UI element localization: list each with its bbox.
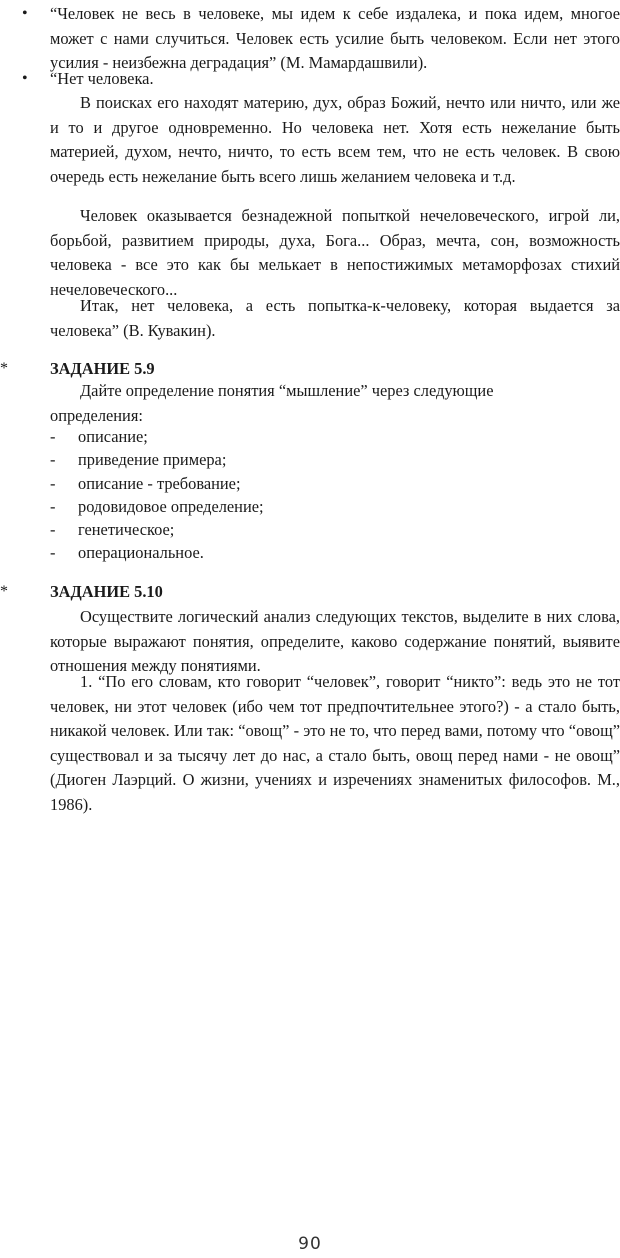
page-number: 90 xyxy=(298,1234,322,1254)
task-5-10-title: ЗАДАНИЕ 5.10 xyxy=(50,582,163,601)
quote-mamardashvili: “Человек не весь в человеке, мы идем к себе издалека, и пока идем, многое может с нами случиться. Человек есть усилие быть человеком. Если нет этого усилия - неизбежна деградация” (М. Мамардашвили). xyxy=(50,4,620,72)
definition-item-text: описание; xyxy=(78,427,148,446)
dash-mark: - xyxy=(50,427,56,446)
quote-kuvakin-paragraph-2: Человек оказывается безнадежной попыткой нечеловеческого, игрой ли, борьбой, развитием природы, духа, Бога... Образ, мечта, сон, возможность человека - все это как бы мелькает в непостижимых метаморфозах стихий нечеловеческого... xyxy=(50,206,620,299)
task-star-mark: * xyxy=(0,583,8,600)
bullet-mark: • xyxy=(22,5,28,22)
dash-mark: - xyxy=(50,520,56,539)
dash-mark: - xyxy=(50,497,56,516)
dash-mark: - xyxy=(50,543,56,562)
definition-item-text: родовидовое определение; xyxy=(78,497,264,516)
definition-item-text: приведение примера; xyxy=(78,450,227,469)
task-star-mark: * xyxy=(0,360,8,377)
definition-item-text: описание - требование; xyxy=(78,474,241,493)
task-5-10-intro: Осуществите логический анализ следующих текстов, выделите в них слова, которые выражают понятия, определите, каково содержание понятий, выявите отношения между понятиями. xyxy=(50,607,620,675)
definition-item-text: генетическое; xyxy=(78,520,175,539)
dash-mark: - xyxy=(50,450,56,469)
task-5-9-title: ЗАДАНИЕ 5.9 xyxy=(50,359,155,378)
task-5-9-intro: Дайте определение понятия “мышление” через следующие определения: xyxy=(50,381,494,425)
definition-item-text: операциональное. xyxy=(78,543,204,562)
dash-mark: - xyxy=(50,474,56,493)
task-5-10-text-1: 1. “По его словам, кто говорит “человек”, говорит “никто”: ведь это не тот человек, ни этот человек (ибо чем тот предпочтительнее этого?) - а стало быть, никакой человек. Или так: “овощ” - это не то, что перед вами, потому что “овощ” существовал и за тысячу лет до нас, а стало быть, овощ перед нами - не овощ” (Диоген Лаэрций. О жизни, учениях и изречениях знаменитых философов. М., 1986). xyxy=(50,672,620,814)
quote-kuvakin-paragraph-3: Итак, нет человека, а есть попытка-к-человеку, которая выдается за человека” (В. Кувакин). xyxy=(50,296,620,340)
quote-kuvakin-head: “Нет человека. xyxy=(50,69,154,88)
bullet-mark: • xyxy=(22,70,28,87)
quote-kuvakin-paragraph-1: В поисках его находят материю, дух, образ Божий, нечто или ничто, или же и то и другое одновременно. Но человека нет. Хотя есть нежелание быть материей, духом, нечто, ничто, то есть всем тем, что не есть человек. В свою очередь есть нежелание быть всего лишь желанием человека и т.д. xyxy=(50,93,620,186)
